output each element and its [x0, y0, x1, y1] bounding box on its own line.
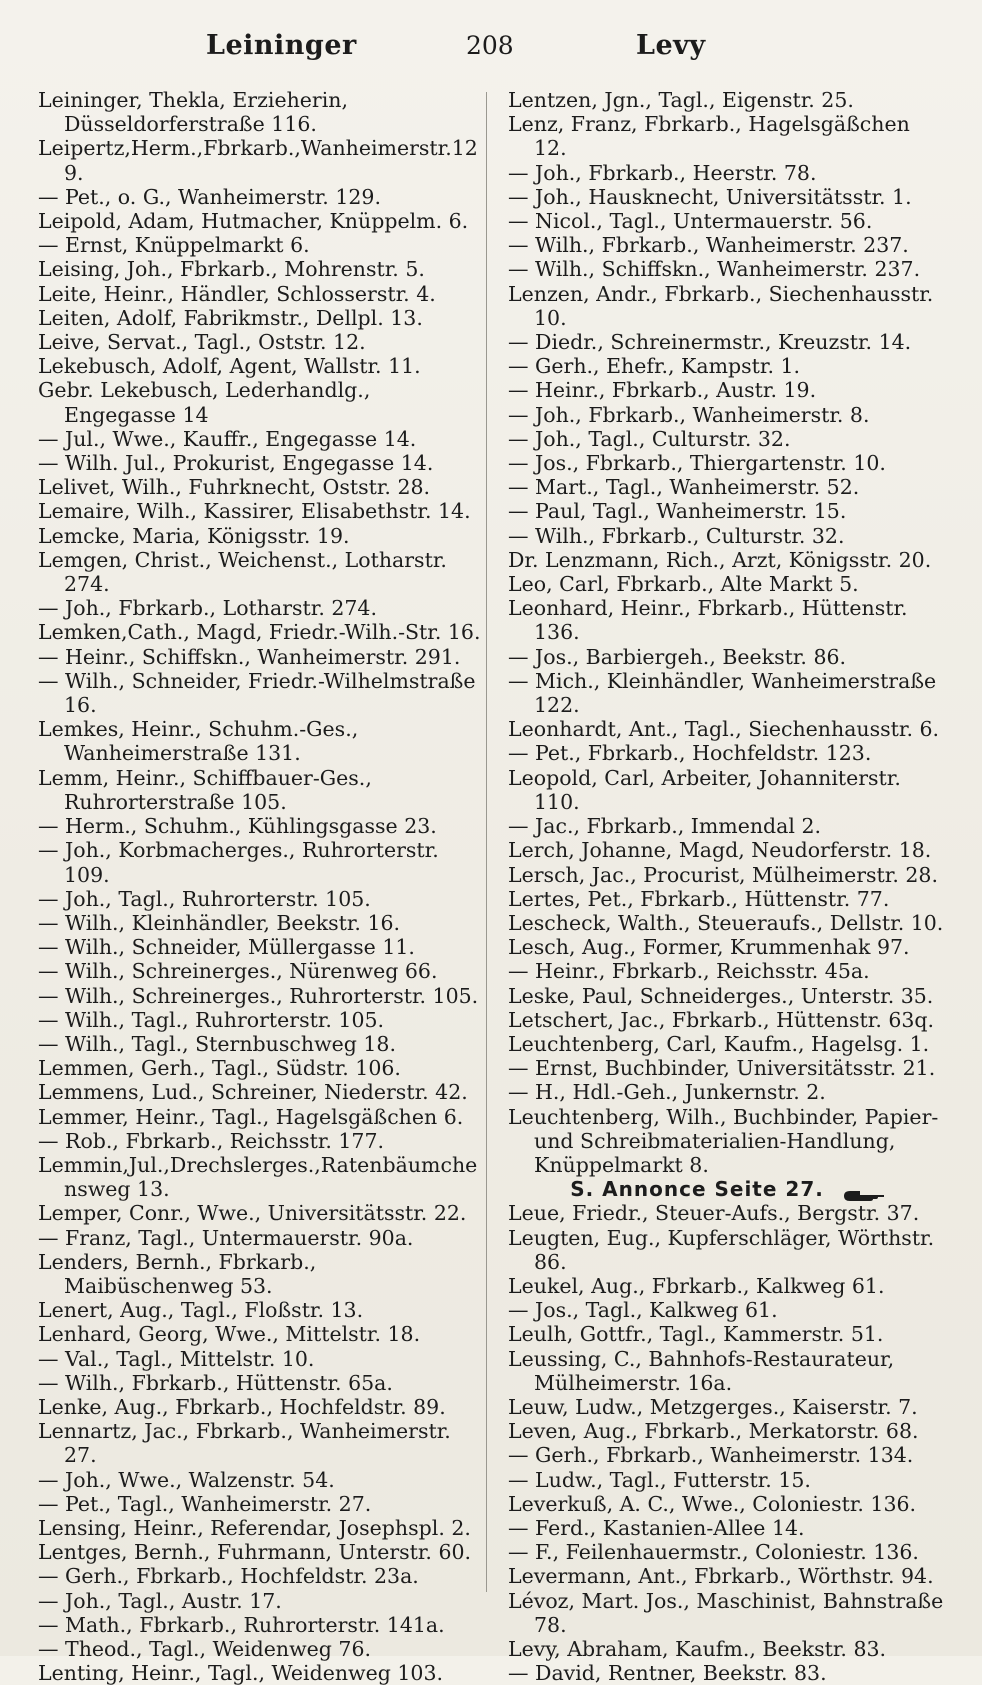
directory-entry: — H., Hdl.-Geh., Junkernstr. 2.: [508, 1080, 826, 1105]
directory-entry: Lenert, Aug., Tagl., Floßstr. 13.: [38, 1298, 364, 1323]
directory-entry: Lescheck, Walth., Steueraufs., Dellstr. 10.: [508, 910, 944, 935]
directory-entry: Lenders, Bernh., Fbrkarb., Maibüschenweg 53.: [38, 1249, 317, 1298]
directory-entry: Lekebusch, Adolf, Agent, Wallstr. 11.: [38, 354, 421, 379]
directory-entry: Lemken,Cath., Magd, Friedr.-Wilh.-Str. 16.: [38, 620, 481, 645]
directory-entry: Lemcke, Maria, Königsstr. 19.: [38, 523, 350, 548]
header-first-name: Leininger: [206, 30, 357, 61]
directory-entry: — Herm., Schuhm., Kühlingsgasse 23.: [38, 814, 437, 839]
pointing-hand-icon: [840, 1184, 886, 1198]
directory-entry: — Wilh., Fbrkarb., Culturstr. 32.: [508, 523, 845, 548]
directory-entry: — Jac., Fbrkarb., Immendal 2.: [508, 814, 822, 839]
directory-entry: Lenzen, Andr., Fbrkarb., Siechenhausstr. 10.: [508, 281, 934, 330]
directory-entry: Lemm, Heinr., Schiffbauer-Ges., Ruhrorterstraße 105.: [38, 765, 372, 814]
directory-entry: Lesch, Aug., Former, Krummenhak 97.: [508, 935, 910, 960]
directory-entry: — Pet., o. G., Wanheimerstr. 129.: [38, 184, 381, 209]
directory-entry: — Wilh., Tagl., Sternbuschweg 18.: [38, 1031, 396, 1056]
directory-entry: Leipold, Adam, Hutmacher, Knüppelm. 6.: [38, 209, 469, 234]
directory-entry: — Jos., Tagl., Kalkweg 61.: [508, 1298, 778, 1323]
directory-entry: — Wilh., Fbrkarb., Wanheimerstr. 237.: [508, 233, 909, 258]
directory-entry: — Pet., Tagl., Wanheimerstr. 27.: [38, 1491, 372, 1516]
directory-entry: — Joh., Tagl., Culturstr. 32.: [508, 426, 791, 451]
directory-entry: Leising, Joh., Fbrkarb., Mohrenstr. 5.: [38, 257, 425, 282]
directory-entry: — Gerh., Fbrkarb., Hochfeldstr. 23a.: [38, 1564, 419, 1589]
directory-entry: — Joh., Fbrkarb., Wanheimerstr. 8.: [508, 402, 870, 427]
directory-entry: Leulh, Gottfr., Tagl., Kammerstr. 51.: [508, 1322, 884, 1347]
directory-entry: — Wilh. Jul., Prokurist, Engegasse 14.: [38, 451, 434, 476]
directory-entry: — Gerh., Fbrkarb., Wanheimerstr. 134.: [508, 1443, 914, 1468]
directory-entry: Levy, Abraham, Kaufm., Beekstr. 83.: [508, 1637, 887, 1661]
directory-entry: — Wilh., Schreinerges., Ruhrorterstr. 105.: [38, 983, 479, 1008]
directory-entry: — Joh., Fbrkarb., Heerstr. 78.: [508, 160, 817, 185]
directory-entry: — Joh., Tagl., Ruhrorterstr. 105.: [38, 886, 371, 911]
directory-entry: — Joh., Tagl., Austr. 17.: [38, 1588, 282, 1613]
directory-entry: Lemmens, Lud., Schreiner, Niederstr. 42.: [38, 1080, 468, 1105]
directory-entry: — Wilh., Schneider, Müllergasse 11.: [38, 935, 415, 960]
directory-entry: Leue, Friedr., Steuer-Aufs., Bergstr. 37.: [508, 1201, 920, 1226]
directory-entry: — Heinr., Fbrkarb., Austr. 19.: [508, 378, 817, 403]
directory-entry: — Ferd., Kastanien-Allee 14.: [508, 1515, 805, 1540]
directory-entry: Leven, Aug., Fbrkarb., Merkatorstr. 68.: [508, 1419, 919, 1444]
directory-entry: Levermann, Ant., Fbrkarb., Wörthstr. 94.: [508, 1564, 934, 1589]
directory-entry: Lenting, Heinr., Tagl., Weidenweg 103.: [38, 1661, 444, 1685]
directory-entry: — F., Feilenhauermstr., Coloniestr. 136.: [508, 1540, 919, 1565]
directory-entry: Leite, Heinr., Händler, Schlosserstr. 4.: [38, 281, 436, 306]
directory-entry: Lensing, Heinr., Referendar, Josephspl. 2.: [38, 1515, 471, 1540]
directory-entry: — Wilh., Schreinerges., Nürenweg 66.: [38, 959, 438, 984]
directory-entry: Lemaire, Wilh., Kassirer, Elisabethstr. 14.: [38, 499, 471, 524]
right-column-entries-bottom: [508, 1201, 948, 1685]
directory-entry: Lenke, Aug., Fbrkarb., Hochfeldstr. 89.: [38, 1394, 446, 1419]
directory-entry: — Joh., Fbrkarb., Lotharstr. 274.: [38, 596, 377, 621]
directory-entry: Leuchtenberg, Wilh., Buchbinder, Papier- und Schreibmaterialien-Handlung, Knüppelmarkt 8.: [508, 1104, 939, 1177]
directory-entry: Leininger, Thekla, Erzieherin, Düsseldorferstraße 116.: [38, 88, 349, 137]
directory-entry: — Pet., Fbrkarb., Hochfeldstr. 123.: [508, 741, 872, 766]
directory-entry: Lemkes, Heinr., Schuhm.-Ges., Wanheimerstraße 131.: [38, 717, 359, 766]
directory-entry: Leipertz,Herm.,Fbrkarb.,Wanheimerstr.129.: [38, 136, 478, 185]
directory-entry: Lemmin,Jul.,Drechslerges.,Ratenbäumchensweg 13.: [38, 1152, 478, 1202]
directory-entry: — Nicol., Tagl., Untermauerstr. 56.: [508, 209, 873, 234]
directory-entry: Leonhard, Heinr., Fbrkarb., Hüttenstr. 136.: [508, 596, 908, 645]
directory-entry: — Mich., Kleinhändler, Wanheimerstraße 122.: [508, 668, 937, 718]
directory-entry: Lenz, Franz, Fbrkarb., Hagelsgäßchen 12.: [508, 112, 910, 161]
directory-entry: — Gerh., Ehefr., Kampstr. 1.: [508, 354, 801, 379]
directory-entry: Lenhard, Georg, Wwe., Mittelstr. 18.: [38, 1322, 421, 1347]
directory-entry: — Jos., Barbiergeh., Beekstr. 86.: [508, 644, 847, 669]
running-head: [0, 30, 982, 74]
directory-entry: Letschert, Jac., Fbrkarb., Hüttenstr. 63q.: [508, 1007, 935, 1032]
directory-entry: Lemmer, Heinr., Tagl., Hagelsgäßchen 6.: [38, 1104, 464, 1129]
directory-entry: — Ludw., Tagl., Futterstr. 15.: [508, 1467, 811, 1492]
directory-entry: — Franz, Tagl., Untermauerstr. 90a.: [38, 1225, 414, 1250]
directory-entry: — Ernst, Knüppelmarkt 6.: [38, 233, 310, 258]
directory-entry: — Wilh., Schneider, Friedr.-Wilhelmstraße 16.: [38, 668, 476, 718]
directory-entry: — Ernst, Buchbinder, Universitätsstr. 21.: [508, 1056, 936, 1081]
directory-entry: Leive, Servat., Tagl., Oststr. 12.: [38, 330, 366, 355]
page-number: 208: [466, 31, 514, 60]
directory-entry: — Joh., Wwe., Walzenstr. 54.: [38, 1467, 335, 1492]
directory-entry: Leiten, Adolf, Fabrikmstr., Dellpl. 13.: [38, 305, 423, 330]
directory-entry: — Mart., Tagl., Wanheimerstr. 52.: [508, 475, 860, 500]
directory-entry: Leukel, Aug., Fbrkarb., Kalkweg 61.: [508, 1273, 885, 1298]
directory-entry: Lemper, Conr., Wwe., Universitätsstr. 22.: [38, 1201, 467, 1226]
directory-entry: — David, Rentner, Beekstr. 83.: [508, 1661, 827, 1685]
directory-entry: Lertes, Pet., Fbrkarb., Hüttenstr. 77.: [508, 886, 890, 911]
annonce-note: [508, 1177, 948, 1201]
directory-entry: Leverkuß, A. C., Wwe., Coloniestr. 136.: [508, 1491, 917, 1516]
directory-entry: — Joh., Korbmacherges., Ruhrorterstr. 109.: [38, 838, 439, 887]
directory-entry: Lelivet, Wilh., Fuhrknecht, Oststr. 28.: [38, 475, 431, 500]
directory-entry: — Wilh., Kleinhändler, Beekstr. 16.: [38, 910, 401, 935]
directory-entry: — Jos., Fbrkarb., Thiergartenstr. 10.: [508, 451, 886, 476]
directory-entry: Leuchtenberg, Carl, Kaufm., Hagelsg. 1.: [508, 1031, 930, 1056]
directory-entry: Leske, Paul, Schneiderges., Unterstr. 35.: [508, 983, 934, 1008]
directory-entry: Lentzen, Jgn., Tagl., Eigenstr. 25.: [508, 88, 854, 112]
directory-entry: Leugten, Eug., Kupferschläger, Wörthstr. 86.: [508, 1225, 935, 1274]
directory-entry: Gebr. Lekebusch, Lederhandlg., Engegasse 14: [38, 378, 371, 427]
directory-entry: Lerch, Johanne, Magd, Neudorferstr. 18.: [508, 838, 932, 863]
directory-entry: Leussing, C., Bahnhofs-Restaurateur, Mülheimerstr. 16a.: [508, 1346, 895, 1395]
annonce-text: S. Annonce Seite 27.: [570, 1177, 824, 1202]
directory-entry: Lersch, Jac., Procurist, Mülheimerstr. 28.: [508, 862, 938, 887]
directory-entry: — Theod., Tagl., Weidenweg 76.: [38, 1637, 372, 1661]
directory-entry: — Wilh., Schiffskn., Wanheimerstr. 237.: [508, 257, 921, 282]
directory-entry: — Wilh., Tagl., Ruhrorterstr. 105.: [38, 1007, 385, 1032]
directory-entry: Leopold, Carl, Arbeiter, Johanniterstr. 110.: [508, 765, 901, 814]
right-column-entries-top: [508, 88, 948, 1177]
directory-entry: — Heinr., Schiffskn., Wanheimerstr. 291.: [38, 644, 461, 669]
directory-entry: Lemmen, Gerh., Tagl., Südstr. 106.: [38, 1056, 401, 1081]
right-column: [508, 88, 948, 1685]
directory-entry: Lentges, Bernh., Fuhrmann, Unterstr. 60.: [38, 1540, 472, 1565]
header-last-name: Levy: [636, 30, 706, 61]
directory-entry: Lennartz, Jac., Fbrkarb., Wanheimerstr. 27.: [38, 1419, 451, 1468]
directory-entry: — Jul., Wwe., Kauffr., Engegasse 14.: [38, 426, 417, 451]
directory-entry: Leo, Carl, Fbrkarb., Alte Markt 5.: [508, 572, 859, 597]
directory-entry: Leuw, Ludw., Metzgerges., Kaiserstr. 7.: [508, 1394, 918, 1419]
left-column: [38, 88, 484, 1685]
directory-entry: — Paul, Tagl., Wanheimerstr. 15.: [508, 499, 847, 524]
directory-entry: — Rob., Fbrkarb., Reichsstr. 177.: [38, 1128, 385, 1153]
directory-entry: — Wilh., Fbrkarb., Hüttenstr. 65a.: [38, 1370, 393, 1395]
directory-entry: Lévoz, Mart. Jos., Maschinist, Bahnstraße 78.: [508, 1588, 944, 1637]
directory-entry: Leonhardt, Ant., Tagl., Siechenhausstr. 6.: [508, 717, 940, 742]
directory-entry: — Diedr., Schreinermstr., Kreuzstr. 14.: [508, 330, 912, 355]
directory-entry: Dr. Lenzmann, Rich., Arzt, Königsstr. 20.: [508, 547, 932, 572]
column-divider: [486, 92, 487, 1592]
directory-entry: — Joh., Hausknecht, Universitätsstr. 1.: [508, 184, 912, 209]
directory-entry: — Heinr., Fbrkarb., Reichsstr. 45a.: [508, 959, 870, 984]
directory-entry: — Math., Fbrkarb., Ruhrorterstr. 141a.: [38, 1612, 445, 1637]
directory-entry: — Val., Tagl., Mittelstr. 10.: [38, 1346, 315, 1371]
directory-entry: Lemgen, Christ., Weichenst., Lotharstr. 274.: [38, 547, 447, 597]
